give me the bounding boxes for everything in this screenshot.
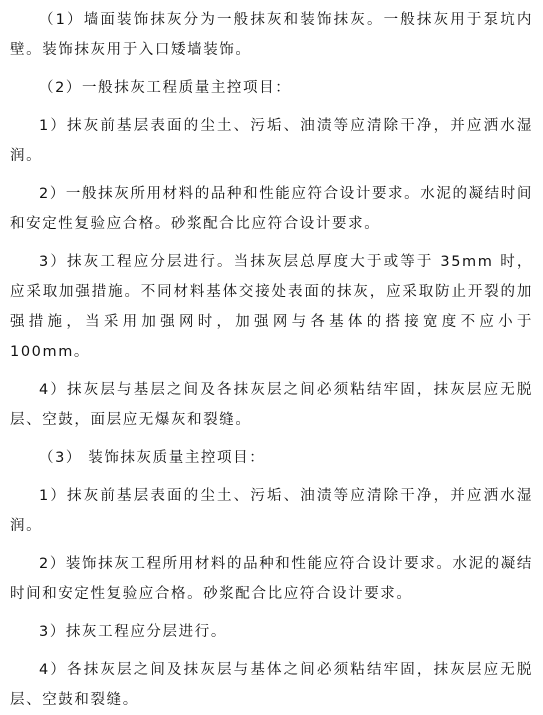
paragraph-general-item-2: 2）一般抹灰所用材料的品种和性能应符合设计要求。水泥的凝结时间和安定性复验应合格。砂浆配合比应符合设计要求。 — [10, 186, 533, 232]
paragraph-decorative-item-4: 4）各抹灰层之间及抹灰层与基体之间必须粘结牢固，抹灰层应无脱层、空鼓和裂缝。 — [10, 662, 533, 708]
heading-general-plaster-items: （2）一般抹灰工程质量主控项目： — [39, 80, 292, 96]
paragraph-general-item-3: 3）抹灰工程应分层进行。当抹灰层总厚度大于或等于 35mm 时，应采取加强措施。不同材料基体交接处表面的抹灰，应采取防止开裂的加强措施，当采用加强网时，加强网与各基体的搭接宽度不应小于 100mm。 — [10, 254, 540, 360]
paragraph-decorative-item-3: 3）抹灰工程应分层进行。 — [39, 624, 227, 640]
paragraph-wall-plaster-types: （1）墙面装饰抹灰分为一般抹灰和装饰抹灰。一般抹灰用于泵坑内壁。装饰抹灰用于入口矮墙装饰。 — [10, 12, 533, 58]
paragraph-decorative-item-2: 2）装饰抹灰工程所用材料的品种和性能应符合设计要求。水泥的凝结时间和安定性复验应合格。砂浆配合比应符合设计要求。 — [10, 556, 533, 602]
paragraph-general-item-4: 4）抹灰层与基层之间及各抹灰层之间必须粘结牢固，抹灰层应无脱层、空鼓，面层应无爆灰和裂缝。 — [10, 382, 533, 428]
heading-decorative-plaster-items: （3） 装饰抹灰质量主控项目： — [39, 450, 266, 466]
paragraph-general-item-1: 1）抹灰前基层表面的尘土、污垢、油渍等应清除干净，并应洒水湿润。 — [10, 118, 533, 164]
paragraph-decorative-item-1: 1）抹灰前基层表面的尘土、污垢、油渍等应清除干净，并应洒水湿润。 — [10, 488, 533, 534]
